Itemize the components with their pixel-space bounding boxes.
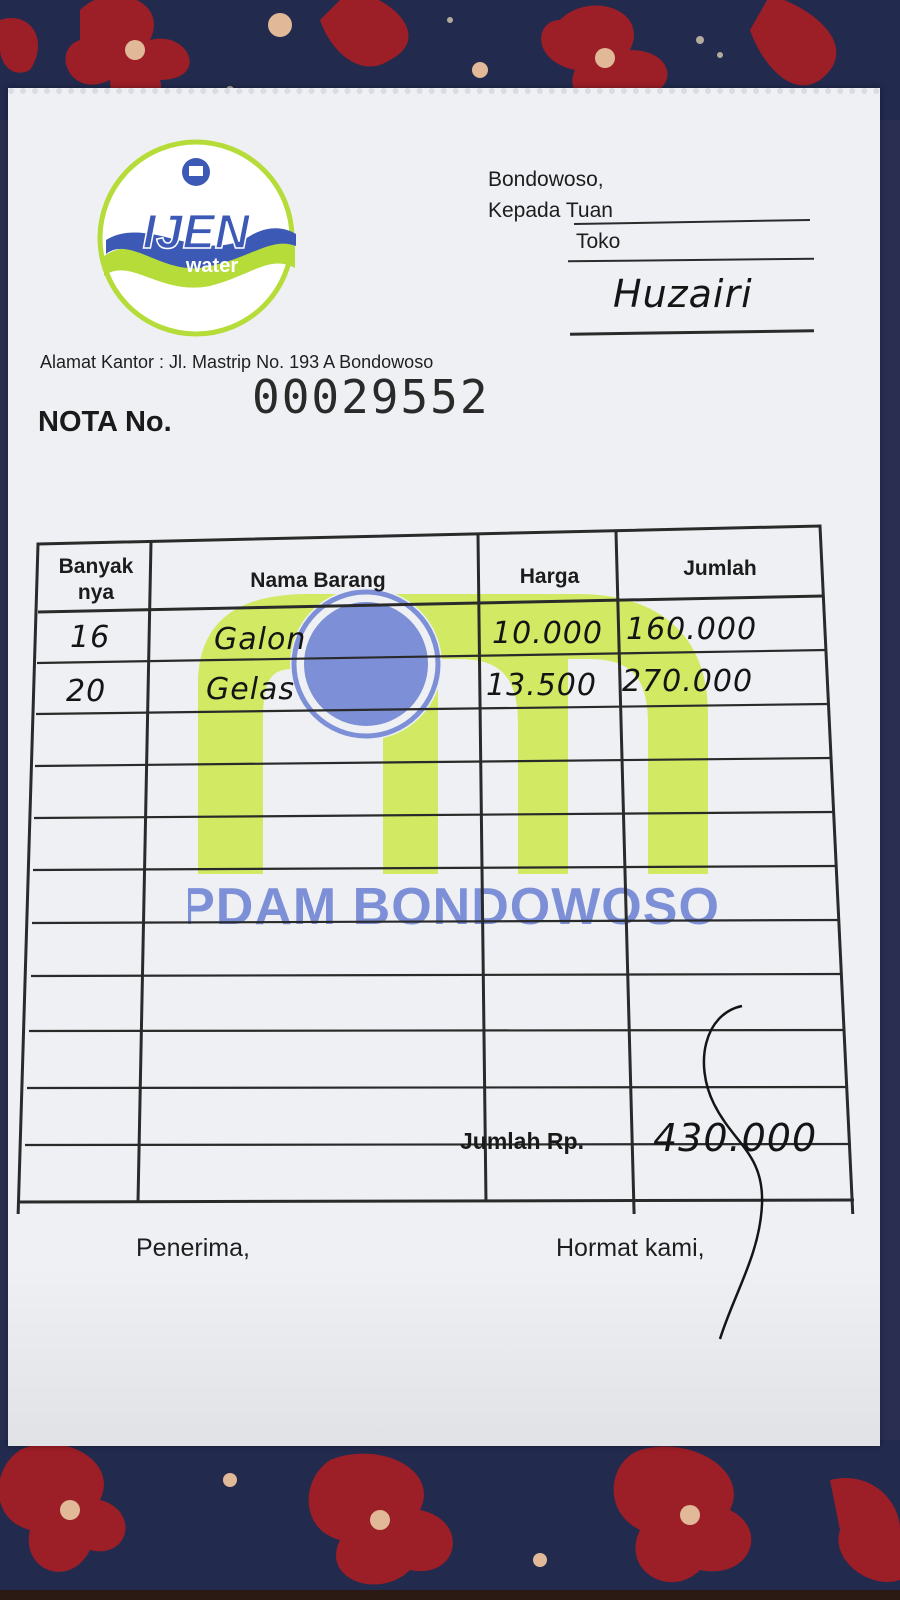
row2-item: Gelas (206, 672, 296, 707)
batik-cloth-bottom (0, 1440, 900, 1600)
row1-item: Galon (214, 622, 307, 657)
regards-label: Hormat kami, (556, 1234, 705, 1262)
addressee-block (488, 164, 620, 257)
logo-sub-text: water (185, 255, 239, 277)
row1-amount: 160.000 (626, 612, 758, 647)
total-label: Jumlah Rp. (460, 1128, 584, 1154)
customer-name: Huzairi (613, 272, 753, 316)
row1-qty: 16 (70, 620, 111, 655)
city-label: Bondowoso, (488, 168, 604, 191)
row2-price: 13.500 (486, 668, 597, 703)
col-header-amount: Jumlah (683, 557, 757, 580)
customer-underline (570, 329, 814, 335)
col-header-price: Harga (519, 565, 580, 588)
office-address: Alamat Kantor : Jl. Mastrip No. 193 A Bondowoso (40, 352, 434, 372)
receipt-paper (8, 88, 880, 1446)
items-table (8, 424, 880, 1214)
invoice-label: NOTA No. (38, 406, 172, 438)
to-label: Kepada Tuan (488, 199, 613, 222)
stamp-text: PDAM BONDOWOSO (188, 878, 720, 936)
ijen-water-logo (90, 136, 302, 340)
row1-price: 10.000 (492, 616, 603, 651)
receiver-label: Penerima, (136, 1234, 250, 1262)
col-header-qty: Banyak nya (58, 555, 134, 604)
shop-underline (568, 258, 814, 263)
row2-amount: 270.000 (622, 664, 754, 699)
row2-qty: 20 (66, 674, 107, 709)
shop-label: Toko (576, 230, 621, 253)
paper-shadow (8, 1264, 880, 1446)
invoice-number: 00029552 (252, 370, 490, 424)
total-value: 430.000 (653, 1116, 818, 1160)
col-header-item: Nama Barang (250, 569, 386, 592)
logo-brand-text: IJEN (142, 206, 250, 259)
